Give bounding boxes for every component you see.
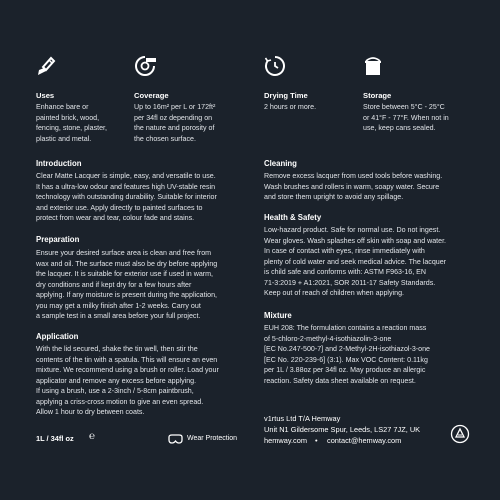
roller-icon bbox=[134, 55, 158, 77]
introduction-heading: Introduction bbox=[36, 159, 82, 168]
uses-text: Enhance bare or painted brick, wood, fencing, stone, plaster, plastic and metal. bbox=[36, 103, 107, 143]
application-text: With the lid secured, shake the tin well, then stir the contents of the tin with a spatula. This will ensure an even mixture. We recommend using a brush or roller. Load your applicator and remove any excess before applying. If using a brush, use a 2-3inch / 5-8cm paintbrush, applying a criss-cross motion to give an even spread. Allow 1 hour to dry between coats. bbox=[36, 345, 219, 416]
goggles-icon bbox=[168, 434, 183, 444]
coverage-text: Up to 16m² per L or 172ft² per 34fl oz depending on the nature and porosity of the chosen surface. bbox=[134, 103, 216, 143]
storage-text: Store between 5°C - 25°C or 41°F - 77°F. When not in use, keep cans sealed. bbox=[363, 103, 449, 132]
footer-bullet: • bbox=[315, 436, 318, 445]
uses-heading: Uses bbox=[36, 91, 55, 100]
storage-heading: Storage bbox=[363, 91, 392, 100]
drying-time-text: 2 hours or more. bbox=[264, 103, 317, 111]
coverage-heading: Coverage bbox=[134, 91, 169, 100]
drying-time-heading: Drying Time bbox=[264, 91, 308, 100]
estimated-mark: ℮ bbox=[89, 431, 96, 442]
brush-icon bbox=[36, 55, 56, 77]
wear-protection-label: Wear Protection bbox=[187, 435, 238, 442]
email-link[interactable]: contact@hemway.com bbox=[327, 436, 402, 445]
introduction-text: Clear Matte Lacquer is simple, easy, and versatile to use. It has a ultra-low odour and features high UV-stable resin technology with outstanding durability. Suitable for interior and exterior use. Apply directly to painted surfaces to protect from wear and tear, colour fade and stains. bbox=[36, 172, 217, 222]
cleaning-heading: Cleaning bbox=[264, 159, 297, 168]
clock-icon bbox=[264, 55, 286, 77]
application-heading: Application bbox=[36, 332, 79, 341]
cleaning-text: Remove excess lacquer from used tools before washing. Wash brushes and rollers in warm, soapy water. Secure and store them upright to avoid any spillage. bbox=[264, 172, 443, 201]
preparation-text: Ensure your desired surface area is clean and free from wax and oil. The surface must also be dry before applying the lacquer. It is suitable for exterior use if used in warm, dry conditions and if kept dry for a few hours after applying. If any moisture is present during the application, you may get a milky finish after 1-2 weeks. Carry out a sample test in a small area before your full project. bbox=[36, 249, 218, 320]
volume-label: 1L / 34fl oz bbox=[36, 434, 74, 443]
company-address: Unit N1 Gildersome Spur, Leeds, LS27 7JZ, UK bbox=[264, 425, 421, 434]
recycle-icon bbox=[450, 424, 470, 444]
paint-can-icon bbox=[363, 55, 383, 77]
health-safety-text: Low-hazard product. Safe for normal use. Do not ingest. Wear gloves. Wash splashes off skin with soap and water. In case of contact with eyes, rinse immediately with plenty of cold water and seek medical advice. The lacquer is child safe and conforms with: ASTM F963-16, EN 71-3:2019 + A1:2021, SOR 2011-17 Safety Standards. Keep out of reach of children when applying. bbox=[264, 226, 447, 297]
preparation-heading: Preparation bbox=[36, 235, 80, 244]
mixture-heading: Mixture bbox=[264, 311, 292, 320]
mixture-text: EUH 208: The formulation contains a reaction mass of 5-chloro-2-methyl-4-isothiazolin-3-one [EC No.247-500-7] and 2-Methyl-2H-isothiazol-3-one [EC No. 220-239-6] (3:1). Max VOC Content: 0.11kg per 1L / 3.88oz per 34fl oz. May produce an allergic reaction. Safety data sheet available on request. bbox=[264, 324, 430, 385]
health-safety-heading: Health & Safety bbox=[264, 213, 322, 222]
website-link[interactable]: hemway.com bbox=[264, 436, 307, 445]
company-name: v1rtus Ltd T/A Hemway bbox=[264, 414, 341, 423]
